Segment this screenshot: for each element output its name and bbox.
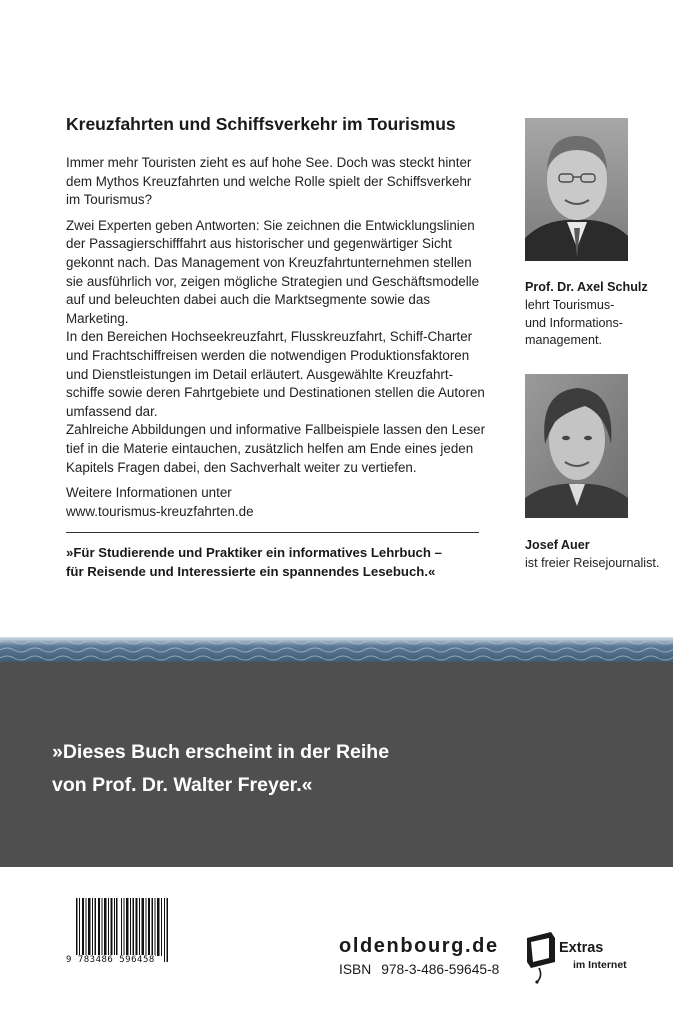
more-info-label: Weitere Informationen unter [66,485,232,500]
barcode-digits: 9 783486 596458 [66,955,155,965]
author-bio-line: ist freier Reisejournalist. [525,555,660,570]
blurb-line: auf und beleuchten dabei auch die Marktsegmente sowie das [66,292,431,308]
extras-badge[interactable] [521,928,661,984]
blurb-line: Kapitels Fragen dabei, den Sachverhalt weiter zu vertiefen. [66,459,417,475]
author-photo-auer [525,374,628,518]
extras-title: Extras [559,940,604,956]
book-title: Kreuzfahrten und Schiffsverkehr im Tourismus [66,114,456,134]
extras-folder-icon [521,928,561,984]
isbn-label: ISBN [339,962,372,977]
blurb-line: im Tourismus? [66,192,153,208]
blurb [66,154,506,477]
blurb-line: Marketing. [66,310,129,326]
author-name: Prof. Dr. Axel Schulz [525,280,648,294]
blurb-line: Zahlreiche Abbildungen und informative Fallbeispiele lassen den Leser [66,422,486,438]
author-bio-line: lehrt Tourismus- [525,297,615,312]
blurb-line: Immer mehr Touristen zieht es auf hohe See. Doch was steckt hinter [66,155,472,170]
author-bio-schulz [525,279,648,350]
author-name: Josef Auer [525,538,590,552]
review-quote [66,543,442,581]
blurb-line: umfassend dar. [66,403,158,419]
blurb-line: schiffe sowie deren Fahrtgebiete und Destinationen stellen die Autoren [66,385,485,401]
extras-subtitle: im Internet [573,959,627,971]
series-line: von Prof. Dr. Walter Freyer.« [52,774,313,796]
author-bio-auer [525,537,659,573]
blurb-line: der Passagierschifffahrt aus historischer und gegenwärtiger Sicht [66,236,452,252]
blurb-line: und Dienstleistungen im Detail erläutert. Ausgewählte Kreuzfahrt- [66,366,454,382]
blurb-line: Zwei Experten geben Antworten: Sie zeichnen die Entwicklungslinien [66,217,475,233]
blurb-line: gekonnt nach. Das Management von Kreuzfahrtunternehmen stellen [66,254,472,270]
quote-line: für Reisende und Interessierte ein spannendes Lesebuch.« [66,564,436,579]
blurb-line: tief in die Materie eintauchen, zusätzlich helfen am Ende eines jeden [66,440,474,456]
blurb-line: In den Bereichen Hochseekreuzfahrt, Flusskreuzfahrt, Schiff-Charter [66,329,473,345]
sea-photo-strip [0,637,673,662]
publisher-url[interactable]: oldenbourg.de [339,935,499,957]
author-bio-line: und Informations- [525,315,624,330]
blurb-line: dem Mythos Kreuzfahrten und welche Rolle spielt der Schiffsverkehr [66,173,472,189]
author-bio-line: management. [525,333,603,348]
divider [66,532,479,533]
more-info-url[interactable]: www.tourismus-kreuzfahrten.de [66,503,254,519]
series-line: »Dieses Buch erscheint in der Reihe [52,741,390,763]
author-photo-schulz [525,118,628,261]
more-info [66,484,254,521]
quote-line: »Für Studierende und Praktiker ein informatives Lehrbuch – [66,545,442,560]
series-note [52,736,389,802]
isbn-value: 978-3-486-59645-8 [381,962,500,977]
blurb-line: und Frachtschiffreisen werden die notwendigen Produktionsfaktoren [66,347,470,363]
isbn [339,962,499,977]
blurb-line: sie ausführlich vor, zeigen mögliche Strategien und Geschäftsmodelle [66,273,480,289]
